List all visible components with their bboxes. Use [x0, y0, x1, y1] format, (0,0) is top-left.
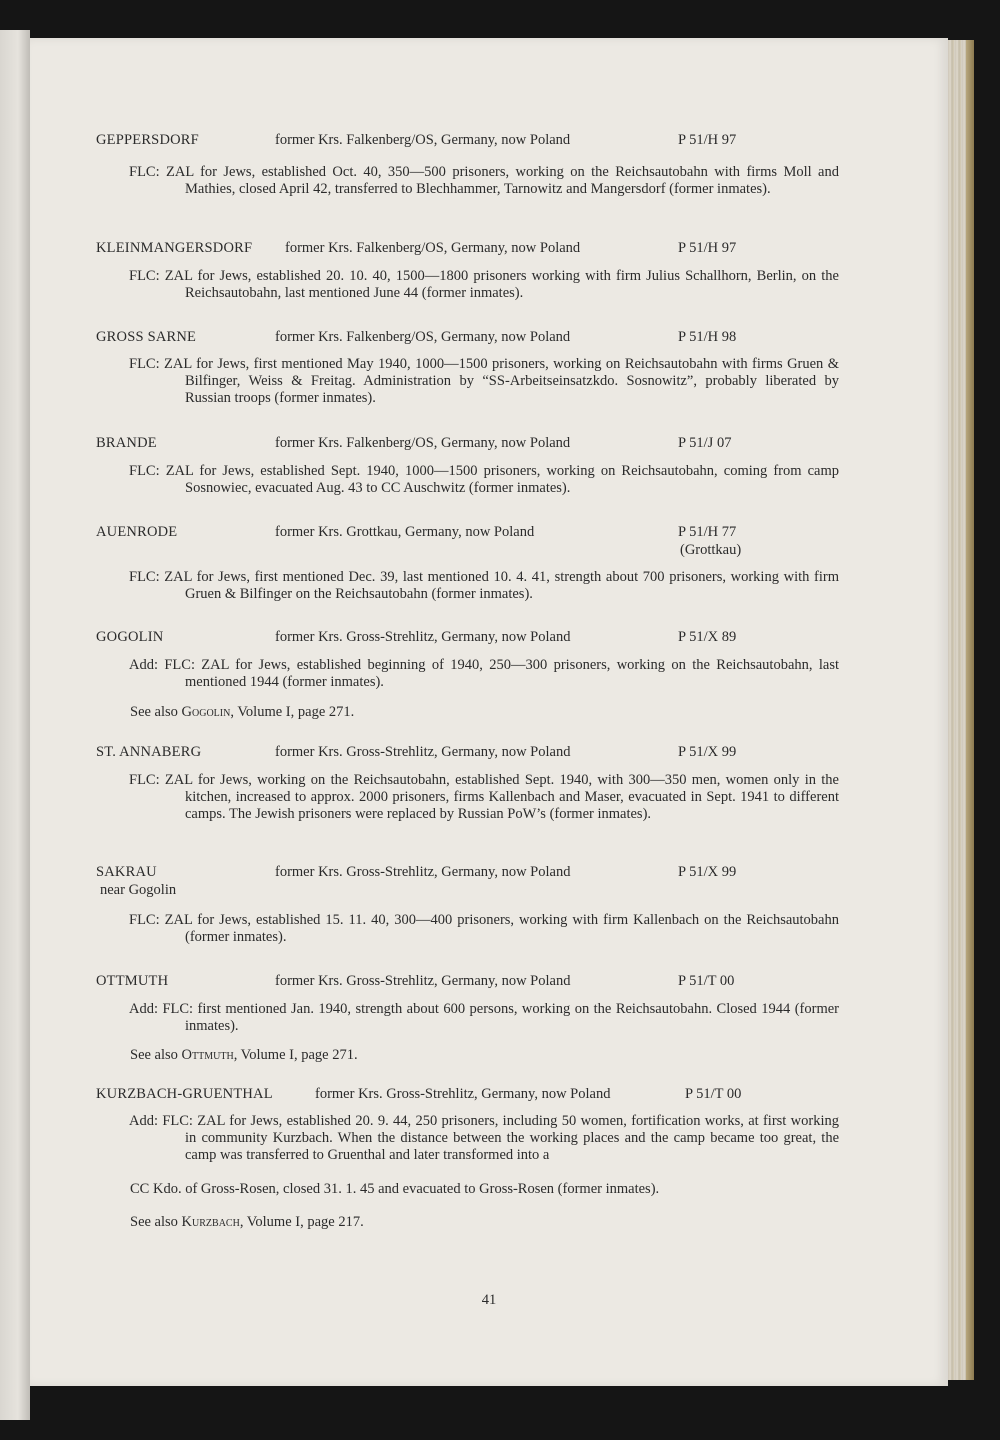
- place-name: GROSS SARNE: [96, 329, 197, 345]
- entry-header: [30, 744, 948, 764]
- entry-header: [30, 435, 948, 455]
- entry-header: [30, 973, 948, 993]
- entry-text: Add: FLC: first mentioned Jan. 1940, strength about 600 persons, working on the Reichsautobahn. Closed 1944 (former inmates).: [129, 1001, 839, 1034]
- see-also-prefix: See also: [130, 1047, 182, 1063]
- map-reference-sheet: (Grottkau): [680, 542, 742, 558]
- place-location: former Krs. Falkenberg/OS, Germany, now Poland: [275, 329, 571, 345]
- map-reference: P 51/H 97: [678, 132, 737, 148]
- map-reference: P 51/H 97: [678, 240, 737, 256]
- see-also-name: Ottmuth: [181, 1047, 234, 1063]
- place-location: former Krs. Falkenberg/OS, Germany, now Poland: [275, 435, 571, 451]
- place-location: former Krs. Gross-Strehlitz, Germany, now Poland: [275, 864, 571, 880]
- entry-header: [30, 1086, 948, 1106]
- place-location: former Krs. Gross-Strehlitz, Germany, now Poland: [275, 744, 571, 760]
- entry-text: FLC: ZAL for Jews, first mentioned Dec. 39, last mentioned 10. 4. 41, strength about 700 prisoners, working with firm Gruen & Bilfinger on the Reichsautobahn (former inmates).: [129, 569, 839, 602]
- see-also-page: , Volume I, page 217.: [239, 1214, 364, 1230]
- place-name: ST. ANNABERG: [96, 744, 202, 760]
- place-name: KURZBACH-GRUENTHAL: [96, 1086, 273, 1102]
- entry-header: [30, 329, 948, 349]
- see-also-page: , Volume I, page 271.: [233, 1047, 358, 1063]
- place-name: GEPPERSDORF: [96, 132, 199, 148]
- place-location: former Krs. Grottkau, Germany, now Poland: [275, 524, 535, 540]
- see-also-name: Gogolin: [181, 704, 231, 720]
- book-page: [30, 38, 948, 1386]
- entry-text: Add: FLC: ZAL for Jews, established 20. 9. 44, 250 prisoners, including 50 women, fortification works, at first working in community Kurzbach. When the distance between the working places and the camp became too great, the camp was transferred to Gruenthal and later transformed into a: [129, 1113, 839, 1163]
- entry-text: FLC: ZAL for Jews, established Sept. 1940, 1000—1500 prisoners, working on Reichsautobahn, coming from camp Sosnowiec, evacuated Aug. 43 to CC Auschwitz (former inmates).: [129, 463, 839, 496]
- place-name: SAKRAU: [96, 864, 157, 880]
- map-reference: P 51/H 77: [678, 524, 737, 540]
- map-reference: P 51/X 99: [678, 864, 737, 880]
- place-name: BRANDE: [96, 435, 157, 451]
- map-reference: P 51/T 00: [685, 1086, 742, 1102]
- entry-text-continued: CC Kdo. of Gross-Rosen, closed 31. 1. 45 and evacuated to Gross-Rosen (former inmates).: [130, 1181, 660, 1197]
- facing-page-edge: [0, 30, 30, 1420]
- place-location: former Krs. Falkenberg/OS, Germany, now Poland: [285, 240, 581, 256]
- entry-text: Add: FLC: ZAL for Jews, established beginning of 1940, 250—300 prisoners, working on the Reichsautobahn, last mentioned 1944 (former inmates).: [129, 657, 839, 690]
- place-name: KLEINMANGERSDORF: [96, 240, 253, 256]
- entry-header: [30, 524, 948, 562]
- entry-text: FLC: ZAL for Jews, established 15. 11. 40, 300—400 prisoners, working with firm Kallenbach on the Reichsautobahn (former inmates).: [129, 912, 839, 945]
- map-reference: P 51/X 99: [678, 744, 737, 760]
- place-location: former Krs. Falkenberg/OS, Germany, now Poland: [275, 132, 571, 148]
- see-also-name: Kurzbach: [181, 1214, 240, 1230]
- entry-text: FLC: ZAL for Jews, established Oct. 40, 350—500 prisoners, working on the Reichsautobahn with firms Moll and Mathies, closed April 42, transferred to Blechhammer, Tarnowitz and Mangersdorf (former inmates).: [129, 164, 839, 197]
- see-also-prefix: See also: [130, 704, 182, 720]
- entry-header: [30, 629, 948, 649]
- place-name: AUENRODE: [96, 524, 178, 540]
- entry-text: FLC: ZAL for Jews, working on the Reichsautobahn, established Sept. 1940, with 300—350 men, women only in the kitchen, increased to approx. 2000 prisoners, firms Kallenbach and Maser, evacuated in Sept. 1941 to different camps. The Jewish prisoners were replaced by Russian PoW’s (former inmates).: [129, 772, 839, 822]
- cross-reference: [130, 1047, 830, 1064]
- page-number: 41: [481, 1292, 497, 1308]
- map-reference: P 51/H 98: [678, 329, 737, 345]
- place-name: OTTMUTH: [96, 973, 169, 989]
- map-reference: P 51/J 07: [678, 435, 732, 451]
- cross-reference: [130, 704, 830, 721]
- map-reference: P 51/X 89: [678, 629, 737, 645]
- place-location: former Krs. Gross-Strehlitz, Germany, now Poland: [275, 973, 571, 989]
- place-name: GOGOLIN: [96, 629, 164, 645]
- entry-header: [30, 240, 948, 260]
- map-reference: P 51/T 00: [678, 973, 735, 989]
- entry-header: [30, 132, 948, 152]
- cross-reference: [130, 1214, 830, 1231]
- see-also-prefix: See also: [130, 1214, 182, 1230]
- entry-text: FLC: ZAL for Jews, established 20. 10. 40, 1500—1800 prisoners working with firm Julius Schallhorn, Berlin, on the Reichsautobahn, last mentioned June 44 (former inmates).: [129, 268, 839, 301]
- see-also-page: , Volume I, page 271.: [230, 704, 355, 720]
- entry-text: FLC: ZAL for Jews, first mentioned May 1940, 1000—1500 prisoners, working on Reichsautobahn with firms Gruen & Bilfinger, Weiss & Freitag. Administration by “SS-Arbeitseinsatzkdo. Sosnowitz”, probably liberated by Russian troops (former inmates).: [129, 356, 839, 406]
- place-subname: near Gogolin: [100, 882, 177, 898]
- place-location: former Krs. Gross-Strehlitz, Germany, now Poland: [275, 629, 571, 645]
- place-location: former Krs. Gross-Strehlitz, Germany, now Poland: [315, 1086, 611, 1102]
- entry-header: [30, 864, 948, 902]
